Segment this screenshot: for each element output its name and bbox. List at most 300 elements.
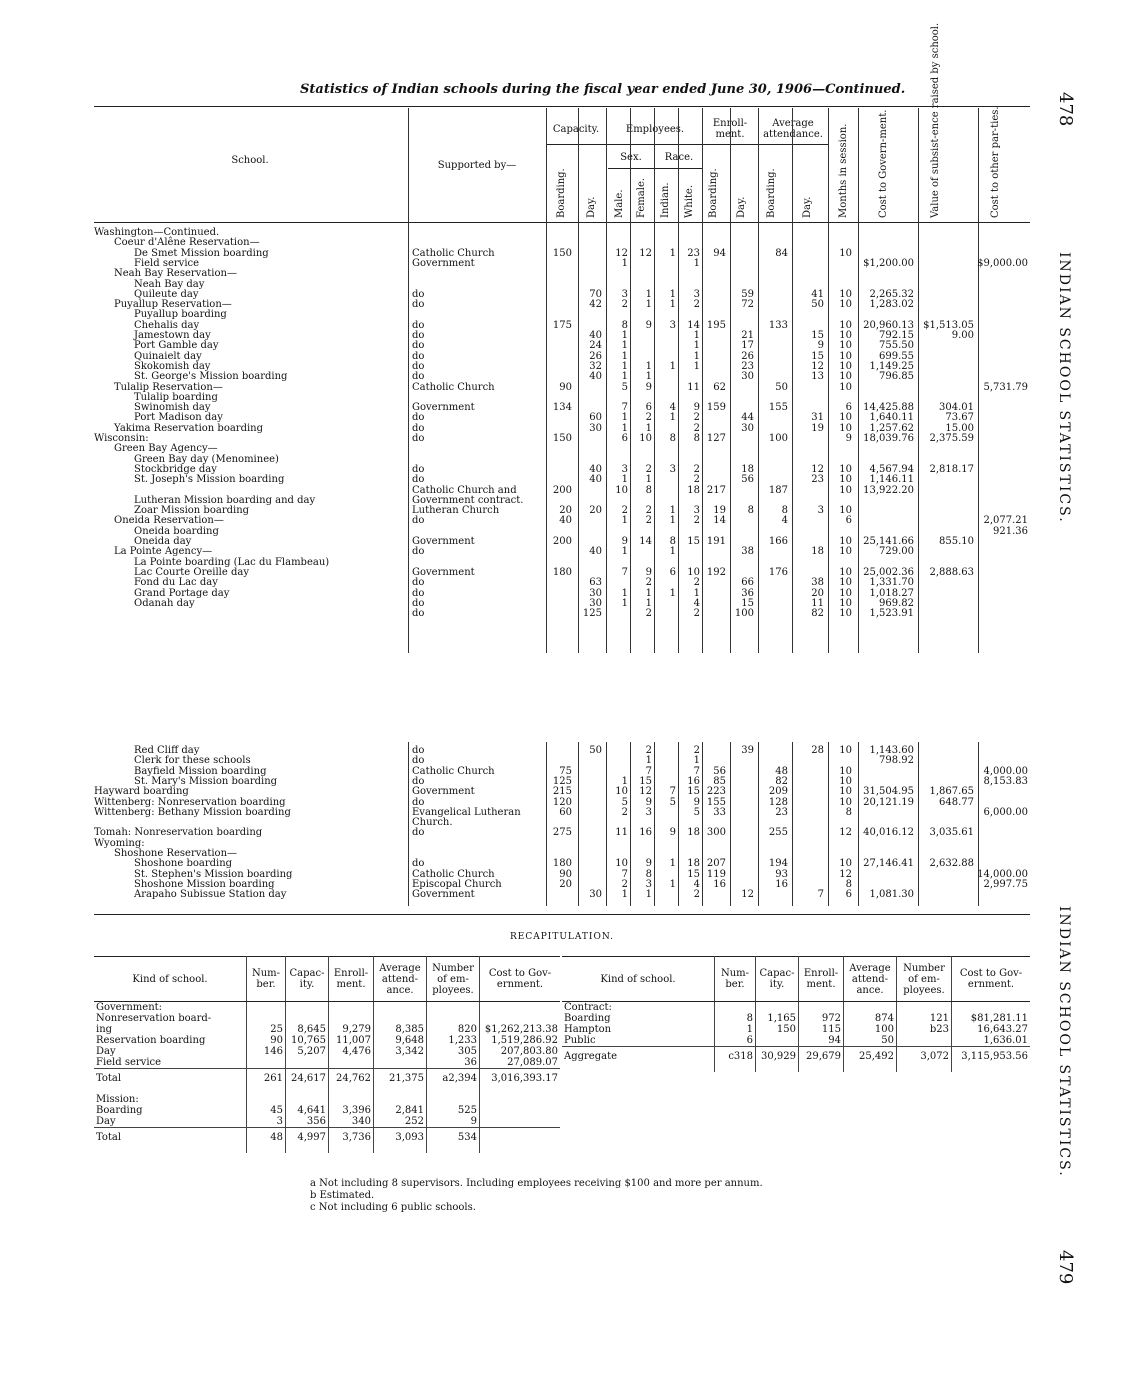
row-school-name: Shoshone Mission boarding	[134, 878, 275, 890]
recap-value: 4,476	[329, 1046, 374, 1057]
recap-value: 8,385	[374, 1024, 427, 1035]
row-value: 8	[645, 868, 652, 880]
row-supported-by: do	[412, 299, 425, 311]
header-boarding-att: Boarding.	[766, 168, 777, 218]
row-value: 16	[687, 775, 700, 787]
row-school-name: Shoshone boarding	[134, 858, 233, 870]
row-value: 2,265.32	[869, 288, 914, 300]
row-value: 9	[645, 381, 652, 393]
row-school-name: De Smet Mission boarding	[134, 247, 269, 259]
row-value: 50	[775, 381, 788, 393]
row-value: 9.00	[951, 330, 974, 341]
recap-value: 48	[247, 1128, 286, 1154]
row-value: 969.82	[879, 597, 914, 609]
recap-kind: Public	[562, 1035, 715, 1047]
row-supported-by: do	[412, 422, 425, 434]
recap-header: Enroll-ment.	[799, 957, 844, 1002]
row-value: 12	[741, 889, 754, 901]
row-value: 1	[669, 505, 676, 517]
row-value: 223	[706, 786, 726, 798]
row-value: 6	[669, 566, 676, 578]
header-day-enr: Day.	[736, 196, 747, 218]
row-value: 8	[747, 505, 754, 517]
row-value: 50	[811, 299, 824, 311]
row-value: 42	[589, 299, 602, 311]
row-value: 9	[645, 566, 652, 578]
row-value: 36	[741, 587, 754, 599]
row-value: 23	[687, 247, 700, 259]
row-value: 699.55	[879, 350, 914, 362]
row-value: 2	[621, 878, 628, 890]
recap-kind: Boarding	[562, 1013, 715, 1024]
row-value: 18	[741, 463, 754, 475]
row-school-name: Oneida boarding	[134, 525, 219, 537]
row-value: 20,121.19	[863, 796, 914, 808]
row-value: $1,513.05	[923, 319, 974, 331]
row-value: 1	[621, 587, 628, 599]
row-value: 1	[645, 422, 652, 434]
recap-header: Average attend-ance.	[844, 957, 897, 1002]
row-value: 150	[552, 433, 572, 444]
row-value: 792.15	[879, 330, 914, 341]
row-school-name: Puyallup boarding	[134, 309, 227, 321]
recap-header: Cost to Gov-ernment.	[952, 957, 1031, 1002]
row-value: 120	[552, 796, 572, 808]
recap-header: Average attend-ance.	[374, 957, 427, 1002]
row-value: 200	[552, 536, 572, 547]
row-value: 10	[839, 484, 852, 496]
row-value: 1,257.62	[869, 422, 914, 434]
row-value: 8	[781, 505, 788, 517]
row-value: 2,077.21	[983, 515, 1028, 527]
row-value: 10	[839, 566, 852, 578]
footnote-b: b Estimated.	[310, 1190, 375, 1201]
row-value: 155	[768, 402, 788, 414]
row-value: 12	[639, 786, 652, 798]
recap-kind: Mission:	[94, 1094, 247, 1105]
row-supported-by: do	[412, 371, 425, 383]
row-value: 5	[621, 796, 628, 808]
row-value: 4	[781, 515, 788, 527]
row-school-name: Clerk for these schools	[134, 755, 251, 767]
row-school-name: Coeur d'Alêne Reservation—	[114, 237, 260, 249]
header-day-att: Day.	[802, 196, 813, 218]
row-value: 3	[693, 505, 700, 517]
row-value: 100	[734, 608, 754, 620]
row-value: 14	[687, 319, 700, 331]
row-value: 2	[693, 412, 700, 424]
row-value: 1,331.70	[869, 577, 914, 589]
row-value: 15	[687, 786, 700, 798]
recap-table	[562, 956, 1030, 1072]
row-supported-by: do	[412, 515, 425, 527]
row-value: 10	[839, 350, 852, 362]
recap-kind: Day	[94, 1116, 247, 1128]
row-value: 134	[552, 402, 572, 414]
recap-value	[247, 1002, 286, 1014]
row-value: 175	[552, 319, 572, 331]
row-value: 3	[693, 288, 700, 300]
recap-header: Num-ber.	[715, 957, 756, 1002]
row-value: 40	[559, 515, 572, 527]
row-value: 2,632.88	[929, 858, 974, 870]
row-value: 10	[839, 536, 852, 547]
recap-value: 10,765	[286, 1035, 329, 1046]
row-value: 1	[693, 587, 700, 599]
row-value: 1,081.30	[869, 889, 914, 901]
row-value: 2,997.75	[983, 878, 1028, 890]
recap-value: 8,645	[286, 1024, 329, 1035]
recap-value: 121	[897, 1013, 952, 1024]
row-value: 8	[845, 878, 852, 890]
row-value: 125	[582, 608, 602, 620]
row-value: 10	[839, 796, 852, 808]
row-value: 23	[811, 474, 824, 486]
row-value: 20	[589, 505, 602, 517]
row-value: 19	[811, 422, 824, 434]
row-school-name: Wittenberg: Bethany Mission boarding	[94, 806, 291, 818]
row-value: 2	[693, 422, 700, 434]
row-value: 10	[839, 745, 852, 756]
row-value: 23	[775, 806, 788, 818]
row-supported-by: do	[412, 796, 425, 808]
recap-value: 1,165	[756, 1013, 799, 1024]
recap-value: 1,233	[427, 1035, 480, 1046]
recap-kind: Nonreservation board-	[94, 1013, 247, 1024]
row-value: 128	[768, 796, 788, 808]
row-value: 13,922.20	[863, 484, 914, 496]
recap-value	[427, 1013, 480, 1024]
row-value: 2,888.63	[929, 566, 974, 578]
header-average-attendance: Average attendance.	[763, 118, 823, 140]
header-cost-gov: Cost to Govern-ment.	[878, 109, 889, 218]
row-value: 9	[621, 536, 628, 547]
row-value: 33	[713, 806, 726, 818]
row-value: 10	[687, 566, 700, 578]
row-value: 59	[741, 288, 754, 300]
row-value: 10	[839, 505, 852, 517]
row-value: 41	[811, 288, 824, 300]
recap-value: 305	[427, 1046, 480, 1057]
row-value: 729.00	[879, 546, 914, 558]
recap-header: Kind of school.	[94, 957, 247, 1002]
header-indian: Indian.	[660, 182, 671, 218]
recap-value: 146	[247, 1046, 286, 1057]
row-value: 648.77	[939, 796, 974, 808]
recap-kind: Total	[94, 1069, 247, 1095]
row-supported-by: do	[412, 474, 425, 486]
recap-value: 25	[247, 1024, 286, 1035]
row-value: 10	[839, 360, 852, 372]
header-employees: Employees.	[625, 124, 685, 135]
row-value: 7	[621, 566, 628, 578]
row-school-name: Tulalip boarding	[134, 391, 218, 403]
recap-header: Cost to Gov-ernment.	[480, 957, 561, 1002]
row-value: 12	[639, 247, 652, 259]
row-value: 20	[559, 505, 572, 517]
row-supported-by: do	[412, 340, 425, 352]
row-value: 3	[645, 878, 652, 890]
row-school-name: Red Cliff day	[134, 745, 200, 756]
row-value: 40	[589, 546, 602, 558]
row-value: 8	[645, 484, 652, 496]
row-school-name: Quileute day	[134, 288, 199, 300]
recap-value	[480, 1128, 561, 1154]
row-value: 26	[741, 350, 754, 362]
row-school-name: Bayfield Mission boarding	[134, 765, 267, 777]
recap-value: 3,342	[374, 1046, 427, 1057]
row-value: 8	[669, 536, 676, 547]
recap-value	[286, 1094, 329, 1105]
recap-value	[480, 1002, 561, 1014]
row-value: 10	[839, 546, 852, 558]
recap-value: 874	[844, 1013, 897, 1024]
row-value: 2	[621, 806, 628, 818]
row-school-name: St. George's Mission boarding	[134, 371, 288, 383]
recap-kind: Contract:	[562, 1002, 715, 1014]
recap-value: 25,492	[844, 1047, 897, 1073]
row-school-name: Green Bay Agency—	[114, 443, 218, 455]
recap-value: 8	[715, 1013, 756, 1024]
row-supported-by: Government	[412, 889, 475, 901]
row-school-name: Wisconsin:	[94, 433, 149, 444]
row-school-name: Washington—Continued.	[94, 227, 220, 238]
row-value: 12	[811, 463, 824, 475]
row-value: 56	[713, 765, 726, 777]
row-value: 30	[741, 371, 754, 383]
row-value: 10	[839, 340, 852, 352]
row-value: 12	[839, 827, 852, 839]
row-school-name: La Pointe boarding (Lac du Flambeau)	[134, 556, 330, 568]
row-value: 1	[669, 288, 676, 300]
row-value: 3	[645, 806, 652, 818]
row-school-name: Port Gamble day	[134, 340, 219, 352]
row-value: 16	[713, 878, 726, 890]
row-value: 100	[768, 433, 788, 444]
row-value: 10	[839, 422, 852, 434]
row-value: 209	[768, 786, 788, 798]
recap-kind: Boarding	[94, 1105, 247, 1116]
row-value: 10	[839, 608, 852, 620]
recap-value: b23	[897, 1024, 952, 1035]
row-school-name: Chehalis day	[134, 319, 200, 331]
recap-value: 3,072	[897, 1047, 952, 1073]
row-value: 9	[693, 796, 700, 808]
header-white: White.	[684, 184, 695, 218]
row-value: 85	[713, 775, 726, 787]
row-value: 9	[817, 340, 824, 352]
row-value: 24	[589, 340, 602, 352]
running-head-top: INDIAN SCHOOL STATISTICS.	[1056, 252, 1072, 524]
header-day-cap: Day.	[586, 196, 597, 218]
row-value: 755.50	[879, 340, 914, 352]
row-value: 10	[839, 381, 852, 393]
row-value: 44	[741, 412, 754, 424]
row-supported-by: do	[412, 463, 425, 475]
row-value: 15	[811, 330, 824, 341]
recap-header: Capac-ity.	[756, 957, 799, 1002]
recap-value: 525	[427, 1105, 480, 1116]
row-value: 7	[621, 868, 628, 880]
row-value: 6	[845, 889, 852, 901]
row-school-name: Skokomish day	[134, 360, 211, 372]
header-months: Months in session.	[838, 123, 849, 218]
row-value: 14	[639, 536, 652, 547]
row-supported-by: Catholic Church	[412, 765, 495, 777]
row-value: 180	[552, 566, 572, 578]
recap-value: 11,007	[329, 1035, 374, 1046]
row-value: 18,039.76	[863, 433, 914, 444]
row-school-name: Shoshone Reservation—	[114, 848, 238, 859]
row-value: 1	[669, 412, 676, 424]
row-value: 18	[687, 858, 700, 870]
recap-kind: Hampton	[562, 1024, 715, 1035]
recap-value	[480, 1094, 561, 1105]
row-value: 63	[589, 577, 602, 589]
row-value: 133	[768, 319, 788, 331]
recap-value: 9,648	[374, 1035, 427, 1046]
row-value: 4	[693, 878, 700, 890]
row-value: 8	[845, 806, 852, 818]
header-value-subsistence: Value of subsist-ence raised by school.	[930, 22, 941, 218]
row-value: 17	[741, 340, 754, 352]
row-value: 2,375.59	[929, 433, 974, 444]
row-supported-by: do	[412, 745, 425, 756]
recap-value	[897, 1035, 952, 1047]
recap-value: 534	[427, 1128, 480, 1154]
row-value: 90	[559, 381, 572, 393]
row-value: 1	[669, 858, 676, 870]
row-value: 82	[811, 608, 824, 620]
row-value: 796.85	[879, 371, 914, 383]
recap-value	[286, 1013, 329, 1024]
row-value: 10	[639, 433, 652, 444]
recap-value: 356	[286, 1116, 329, 1128]
row-value: 3	[817, 505, 824, 517]
row-value: 10	[839, 858, 852, 870]
row-value: 2	[621, 299, 628, 311]
row-supported-by: Government	[412, 257, 475, 269]
recap-value: 2,841	[374, 1105, 427, 1116]
row-school-name: Wyoming:	[94, 837, 145, 849]
recap-value	[329, 1057, 374, 1069]
row-value: 18	[687, 827, 700, 839]
row-value: 3	[621, 463, 628, 475]
row-value: 5	[693, 806, 700, 818]
recap-value	[329, 1002, 374, 1014]
recap-header: Capac-ity.	[286, 957, 329, 1002]
row-value: 73.67	[945, 412, 974, 424]
row-value: 39	[741, 745, 754, 756]
recap-value: 3,115,953.56	[952, 1047, 1031, 1073]
row-value: 12	[615, 247, 628, 259]
row-value: 6	[621, 433, 628, 444]
row-value: 1,149.25	[869, 360, 914, 372]
row-school-name: Zoar Mission boarding	[134, 505, 250, 517]
row-value: 15	[687, 536, 700, 547]
recap-value	[374, 1002, 427, 1014]
row-value: 84	[775, 247, 788, 259]
row-value: 1,018.27	[869, 587, 914, 599]
recap-value	[480, 1105, 561, 1116]
recap-value	[374, 1013, 427, 1024]
row-value: 1	[645, 299, 652, 311]
recap-value: 3,093	[374, 1128, 427, 1154]
row-school-name: Yakima Reservation boarding	[114, 422, 264, 434]
row-value: 1,146.11	[869, 474, 914, 486]
row-value: 192	[706, 566, 726, 578]
row-value: 1	[693, 330, 700, 341]
row-value: 48	[775, 765, 788, 777]
row-value: 10	[839, 463, 852, 475]
row-value: 1	[645, 371, 652, 383]
recap-table	[94, 956, 560, 1153]
row-school-name: Neah Bay day	[134, 278, 205, 290]
row-value: 1	[621, 422, 628, 434]
row-value: 3	[669, 463, 676, 475]
recap-value: 29,679	[799, 1047, 844, 1073]
row-supported-by: Government contract.	[412, 494, 524, 506]
header-male: Male.	[614, 189, 625, 218]
row-value: 72	[741, 299, 754, 311]
row-school-name: La Pointe Agency—	[114, 546, 213, 558]
row-value: 82	[775, 775, 788, 787]
recap-value	[844, 1002, 897, 1014]
row-supported-by: do	[412, 827, 425, 839]
row-supported-by: do	[412, 597, 425, 609]
row-value: 1	[645, 597, 652, 609]
row-supported-by: do	[412, 546, 425, 558]
row-supported-by: do	[412, 587, 425, 599]
row-value: 9	[845, 433, 852, 444]
recap-value: 150	[756, 1024, 799, 1035]
header-female: Female.	[636, 177, 647, 218]
row-value: 1	[621, 474, 628, 486]
row-value: 10	[839, 299, 852, 311]
row-value: 1	[621, 340, 628, 352]
row-school-name: Hayward boarding	[94, 786, 189, 798]
recap-value	[952, 1002, 1031, 1014]
recap-value: 27,089.07	[507, 1057, 558, 1068]
row-value: 1	[693, 360, 700, 372]
recap-value	[427, 1002, 480, 1014]
row-value: 176	[768, 566, 788, 578]
page-title: Statistics of Indian schools during the fiscal year ended June 30, 1906—Continued.	[300, 82, 906, 97]
row-value: 30	[589, 889, 602, 901]
row-value: 26	[589, 350, 602, 362]
row-supported-by: do	[412, 858, 425, 870]
recap-value: 115	[799, 1024, 844, 1035]
row-value: 9	[693, 402, 700, 414]
recap-value: 4,641	[286, 1105, 329, 1116]
row-value: 3,035.61	[929, 827, 974, 839]
row-value: 2	[645, 577, 652, 589]
row-value: 200	[552, 484, 572, 496]
recap-value: a2,394	[427, 1069, 480, 1095]
row-value: 1	[621, 257, 628, 269]
row-value: 21	[741, 330, 754, 341]
recap-value: 340	[329, 1116, 374, 1128]
row-value: 255	[768, 827, 788, 839]
row-school-name: Neah Bay Reservation—	[114, 268, 237, 280]
row-value: 2	[693, 608, 700, 620]
row-value: 4,000.00	[983, 765, 1028, 777]
recap-value: 207,803.80	[500, 1046, 558, 1057]
row-value: 11	[687, 381, 700, 393]
row-value: 5,731.79	[983, 381, 1028, 393]
row-value: 30	[589, 587, 602, 599]
recap-value	[374, 1057, 427, 1069]
